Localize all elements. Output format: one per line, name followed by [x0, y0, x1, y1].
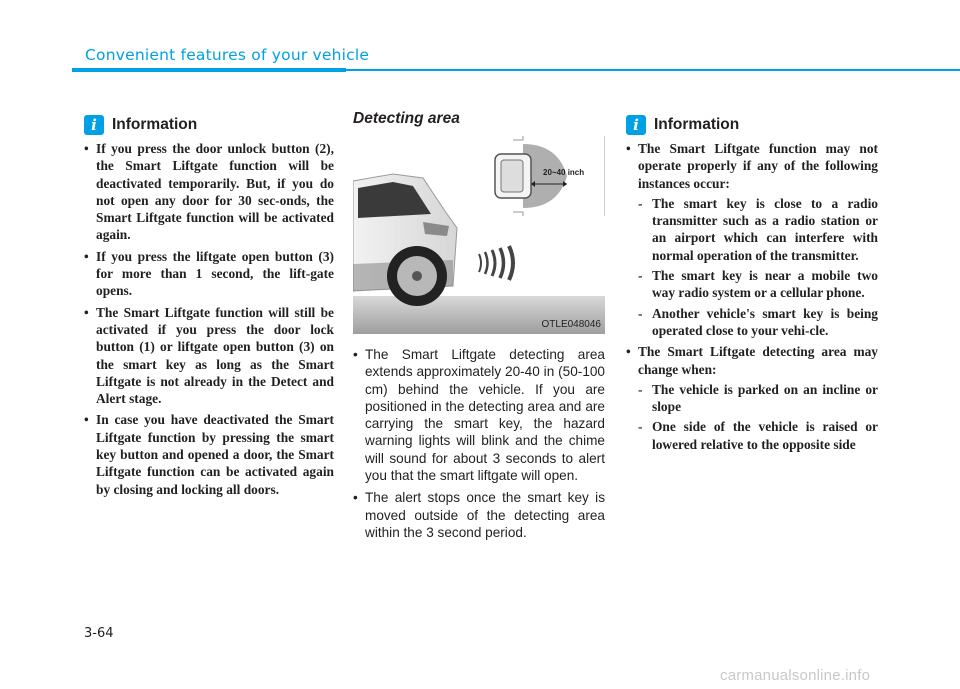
info-title: Information — [112, 116, 198, 133]
detecting-list — [353, 346, 605, 541]
list-item: • The Smart Liftgate function may not operate properly if any of the following instances occur: - The smart key is close to a radio transmitter such as a radio station or an airport which can interfere with normal operation of the transmitter. - The smart key is near a mobile two way radio system or a cellular phone. - Another vehicle's smart key is being operated close to your vehi-cle. — [626, 140, 878, 339]
info-heading — [626, 112, 878, 138]
info-list — [626, 140, 878, 453]
watermark: carmanualsonline.info — [720, 667, 871, 684]
info-heading — [84, 112, 334, 138]
left-column — [84, 112, 334, 502]
section-header-title: Convenient features of your vehicle — [85, 46, 370, 64]
signal-wave — [500, 248, 504, 278]
list-item: • In case you have deactivated the Smart Liftgate function by pressing the smart key button and opened a door, the Smart Liftgate function can be activated again by closing and locking all doors. — [84, 411, 334, 497]
signal-wave — [492, 250, 495, 276]
info-list — [84, 140, 334, 498]
info-icon: i — [626, 115, 646, 135]
detecting-area-figure — [353, 136, 605, 334]
page-number: 3-64 — [84, 626, 114, 641]
signal-wave — [479, 254, 481, 272]
middle-column — [353, 112, 605, 546]
list-item: • The Smart Liftgate detecting area may change when: - The vehicle is parked on an incline or slope - One side of the vehicle is raised or lowered relative to the opposite side — [626, 343, 878, 453]
header-rule — [346, 69, 960, 71]
info-icon: i — [84, 115, 104, 135]
signal-wave — [509, 246, 513, 280]
sub-list-item: - Another vehicle's smart key is being operated close to your vehi-cle. — [638, 305, 878, 340]
detecting-area-title: Detecting area — [353, 110, 460, 127]
sub-list-item: - The vehicle is parked on an incline or slope — [638, 381, 878, 416]
right-column — [626, 112, 878, 457]
sub-list — [638, 195, 878, 339]
signal-wave — [485, 252, 488, 274]
distance-label: 20~40 inch — [543, 168, 585, 177]
list-item: • The alert stops once the smart key is moved outside of the detecting area within the 3 second period. — [353, 489, 605, 541]
list-item: • If you press the liftgate open button (3) for more than 1 second, the lift-gate opens. — [84, 248, 334, 300]
info-title: Information — [654, 116, 740, 133]
list-item: • The Smart Liftgate detecting area extends approximately 20-40 in (50-100 cm) behind the vehicle. If you are positioned in the detecting area and are carrying the smart key, the hazard warning lights will blink and the chime will sound for about 3 seconds to alert you that the smart liftgate will open. — [353, 346, 605, 484]
sub-list — [638, 381, 878, 453]
header-rule-accent — [72, 68, 346, 72]
wheel-hub — [412, 271, 422, 281]
list-item: • The Smart Liftgate function will still be activated if you press the door lock button (1) or liftgate open button (3) on the smart key as long as the Smart Liftgate is not already in the Detect and Alert stage. — [84, 304, 334, 408]
list-item: • If you press the door unlock button (2), the Smart Liftgate function will be deactivated temporarily. But, if you do not open any door for 30 sec-onds, the Smart Liftgate function will be activated again. — [84, 140, 334, 244]
sub-list-item: - One side of the vehicle is raised or lowered relative to the opposite side — [638, 418, 878, 453]
sub-list-item: - The smart key is near a mobile two way radio system or a cellular phone. — [638, 267, 878, 302]
figure-code: OTLE048046 — [541, 319, 601, 330]
sub-list-item: - The smart key is close to a radio transmitter such as a radio station or an airport which can interfere with normal operation of the transmitter. — [638, 195, 878, 264]
vehicle-illustration — [353, 136, 605, 334]
